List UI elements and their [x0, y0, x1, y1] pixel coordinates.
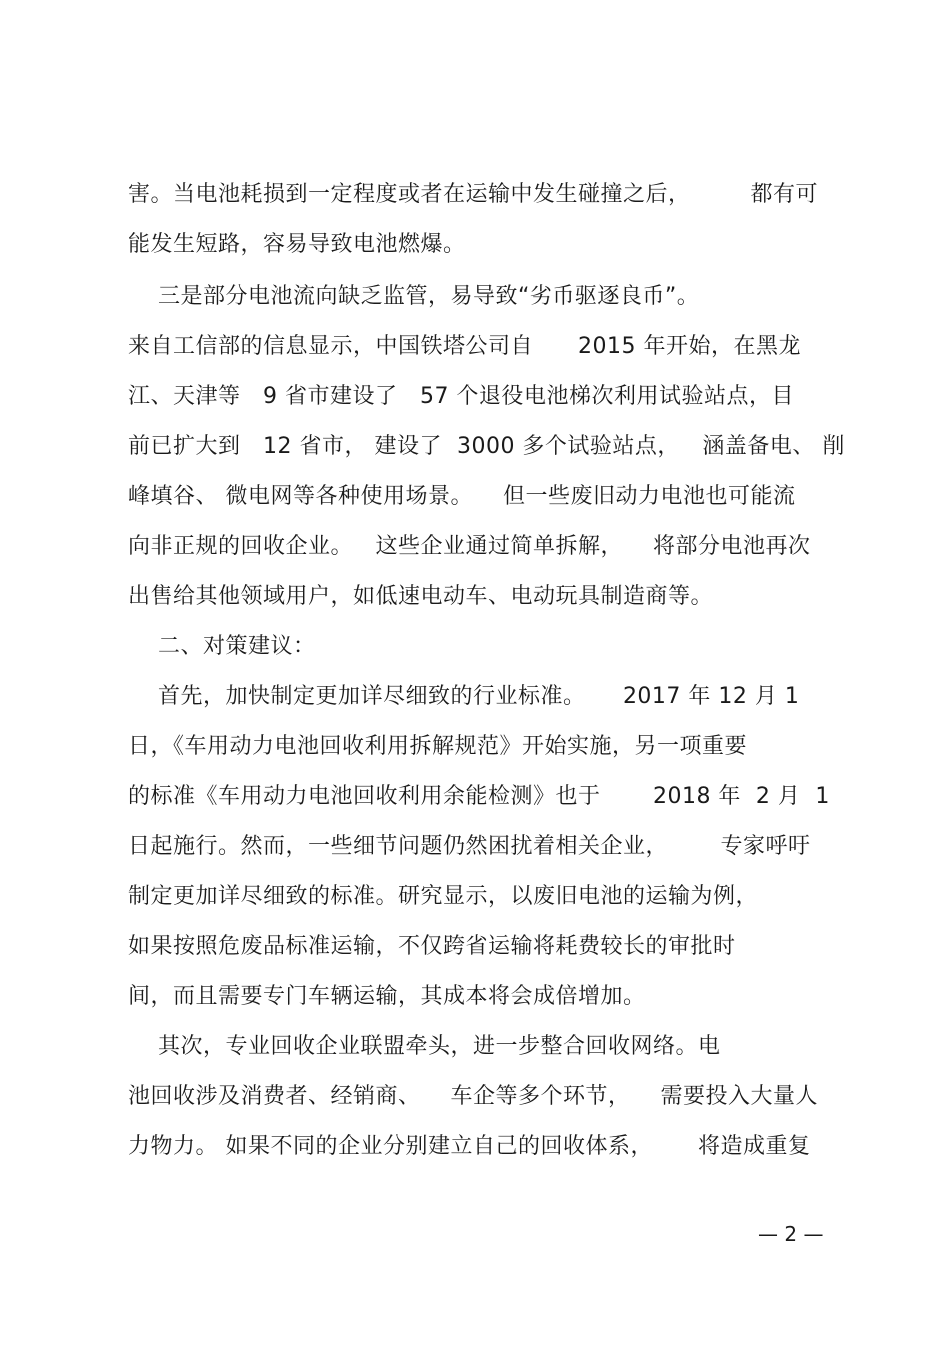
section-heading: 二、对策建议：	[128, 634, 316, 659]
body-line: 三是部分电池流向缺乏监管，易导致“劣币驱逐良币”。	[128, 284, 700, 309]
page-number: — 2 —	[758, 1222, 824, 1246]
body-line: 害。当电池耗损到一定程度或者在运输中发生碰撞之后， 都有可	[128, 182, 818, 207]
body-line: 前已扩大到 12 省市， 建设了 3000 多个试验站点， 涵盖备电、 削	[128, 434, 845, 459]
body-line: 如果按照危废品标准运输，不仅跨省运输将耗费较长的审批时	[128, 934, 736, 959]
body-line: 江、天津等 9 省市建设了 57 个退役电池梯次利用试验站点，目	[128, 384, 794, 409]
body-line: 池回收涉及消费者、经销商、 车企等多个环节， 需要投入大量人	[128, 1084, 818, 1109]
body-line: 制定更加详尽细致的标准。研究显示，以废旧电池的运输为例，	[128, 884, 759, 909]
body-line: 日，《车用动力电池回收利用拆解规范》开始实施，另一项重要	[128, 734, 748, 759]
body-line: 峰填谷、 微电网等各种使用场景。 但一些废旧动力电池也可能流	[128, 484, 796, 509]
body-line: 来自工信部的信息显示，中国铁塔公司自 2015 年开始，在黑龙	[128, 334, 801, 359]
body-line: 出售给其他领域用户，如低速电动车、电动玩具制造商等。	[128, 584, 714, 609]
body-line: 首先，加快制定更加详尽细致的行业标准。 2017 年 12 月 1	[128, 684, 800, 709]
body-line: 其次，专业回收企业联盟牵头，进一步整合回收网络。电	[128, 1034, 721, 1059]
body-line: 间，而且需要专门车辆运输，其成本将会成倍增加。	[128, 984, 646, 1009]
body-line: 日起施行。然而，一些细节问题仍然困扰着相关企业， 专家呼吁	[128, 834, 811, 859]
body-line: 向非正规的回收企业。 这些企业通过简单拆解， 将部分电池再次	[128, 534, 811, 559]
body-line: 的标准《车用动力电池回收利用余能检测》也于 2018 年 2 月 1	[128, 784, 830, 809]
body-line: 力物力。 如果不同的企业分别建立自己的回收体系， 将造成重复	[128, 1134, 811, 1159]
body-line: 能发生短路，容易导致电池燃爆。	[128, 232, 466, 257]
